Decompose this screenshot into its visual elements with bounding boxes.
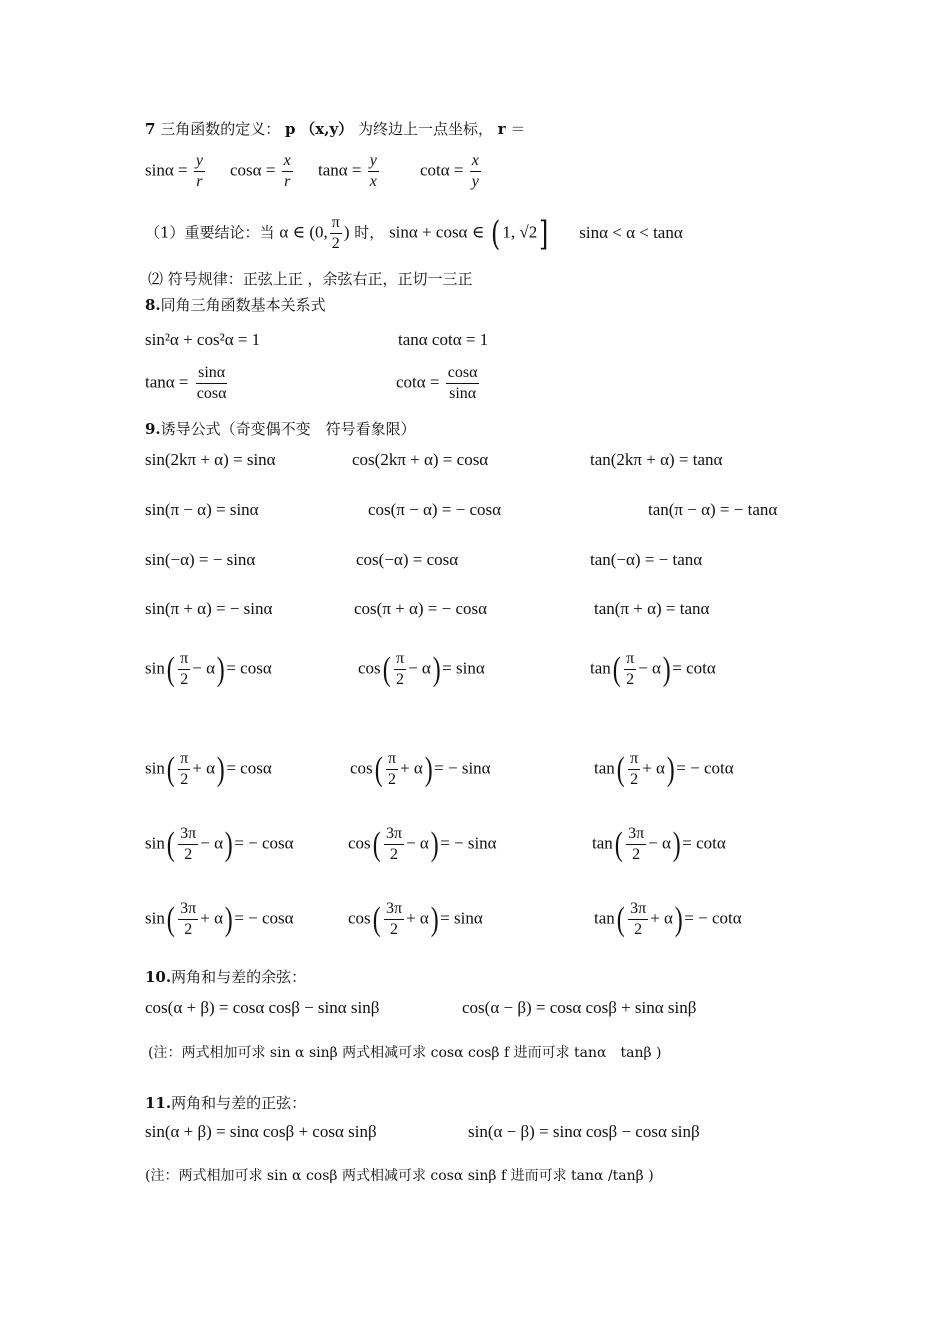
- induction-formula: cos( $\frac{\pi}{2}$ + α)= − sinα: [350, 750, 491, 788]
- fraction: $\frac{y}{r}$: [195, 152, 203, 190]
- definition-tan: tanα = $\frac{y}{x}$: [318, 152, 377, 190]
- conclusion-time: 时，: [354, 223, 385, 242]
- sign-rule: ⑵ 符号规律：正弦上正 ，余弦右正，正切一三正: [148, 270, 473, 288]
- section-11-heading: [145, 1092, 306, 1113]
- induction-formula: cos( $\frac{3\pi}{2}$ − α)= − sinα: [348, 825, 497, 863]
- section-number: 8.: [145, 296, 161, 314]
- induction-formula: sin( $\frac{3\pi}{2}$ + α)= − cosα: [145, 900, 294, 938]
- fraction: $\frac{x}{y}$: [471, 152, 479, 190]
- induction-formula: cos(2kπ + α) = cosα: [352, 450, 489, 469]
- cosine-note: (注：两式相加可求 sin α sinβ 两式相减可求 cosα cosβ f 进而可求 tanα tanβ ): [148, 1045, 662, 1061]
- heading-text: 诱导公式（奇变偶不变 符号看象限）: [160, 420, 416, 438]
- cosine-sum-formula: cos(α + β) = cosα cosβ − sinα sinβ: [145, 998, 380, 1017]
- heading-p: p: [285, 120, 296, 138]
- conclusion-condition: α ∈ (0,: [279, 222, 328, 242]
- section-9-heading: [145, 418, 416, 439]
- sine-difference-formula: sin(α − β) = sinα cosβ − cosα sinβ: [468, 1122, 700, 1141]
- induction-formula: cos(−α) = cosα: [356, 550, 459, 569]
- heading-text: 三角函数的定义：: [160, 120, 281, 138]
- induction-formula: tan(π + α) = tanα: [594, 599, 710, 618]
- definition-sin: sinα = $\frac{y}{r}$: [145, 152, 203, 190]
- heading-text: 两角和与差的正弦：: [171, 1094, 307, 1112]
- section-7-heading: [145, 118, 525, 139]
- induction-formula: tan(2kπ + α) = tanα: [590, 450, 723, 469]
- pi-over-two: $\frac{\pi}{2}$: [331, 214, 340, 252]
- induction-formula: sin( $\frac{\pi}{2}$ − α)= cosα: [145, 650, 272, 688]
- induction-formula: sin(π − α) = sinα: [145, 500, 259, 519]
- induction-formula: tan( $\frac{3\pi}{2}$ + α)= − cotα: [594, 900, 742, 938]
- section-10-heading: [145, 966, 306, 987]
- section-8-heading: [145, 294, 326, 315]
- reciprocal-identity: tanα cotα = 1: [398, 330, 489, 349]
- conclusion-range: 1, √2: [502, 222, 538, 242]
- induction-formula: sin(−α) = − sinα: [145, 550, 256, 569]
- heading-rest: 为终边上一点坐标，: [357, 120, 493, 138]
- heading-text: 两角和与差的余弦：: [171, 968, 307, 986]
- quotient-identity-cot: cotα = $\frac{\cos\alpha}{\sin\alpha}$: [396, 364, 478, 402]
- pythagorean-identity: sin²α + cos²α = 1: [145, 330, 261, 349]
- induction-formula: tan(π − α) = − tanα: [648, 500, 778, 519]
- heading-xy: （x,y）: [300, 120, 354, 138]
- sine-sum-formula: sin(α + β) = sinα cosβ + cosα sinβ: [145, 1122, 377, 1141]
- heading-eq: ＝: [510, 120, 526, 138]
- section-number: 7: [145, 120, 156, 138]
- cosine-difference-formula: cos(α − β) = cosα cosβ + sinα sinβ: [462, 998, 697, 1017]
- induction-formula: sin(2kπ + α) = sinα: [145, 450, 276, 469]
- fraction: $\frac{x}{r}$: [283, 152, 291, 190]
- definition-cot: cotα = $\frac{x}{y}$: [420, 152, 479, 190]
- important-conclusion: （1）重要结论：当 α ∈ (0, $\frac{\pi}{2}$ ) 时， sinα + cosα ∈ ( 1, √2] sinα < α < tanα: [145, 213, 683, 254]
- conclusion-sum: sinα + cosα ∈: [389, 222, 485, 242]
- induction-formula: sin( $\frac{3\pi}{2}$ − α)= − cosα: [145, 825, 294, 863]
- induction-formula: tan( $\frac{\pi}{2}$ + α)= − cotα: [594, 750, 734, 788]
- induction-formula: tan( $\frac{\pi}{2}$ − α)= cotα: [590, 650, 716, 688]
- section-number: 11.: [145, 1094, 172, 1112]
- induction-formula: tan(−α) = − tanα: [590, 550, 703, 569]
- heading-r: r: [497, 120, 506, 138]
- conclusion-prefix: （1）重要结论：当: [145, 223, 275, 242]
- induction-formula: tan( $\frac{3\pi}{2}$ − α)= cotα: [592, 825, 726, 863]
- sine-note: (注：两式相加可求 sin α cosβ 两式相减可求 cosα sinβ f 进而可求 tanα /tanβ ): [145, 1168, 654, 1184]
- fraction: $\frac{y}{x}$: [369, 152, 377, 190]
- quotient-identity-tan: tanα = $\frac{\sin\alpha}{\cos\alpha}$: [145, 364, 227, 402]
- heading-text: 同角三角函数基本关系式: [160, 296, 326, 314]
- induction-formula: sin(π + α) = − sinα: [145, 599, 273, 618]
- definition-cos: cosα = $\frac{x}{r}$: [230, 152, 291, 190]
- induction-formula: cos(π + α) = − cosα: [354, 599, 488, 618]
- induction-formula: sin( $\frac{\pi}{2}$ + α)= cosα: [145, 750, 272, 788]
- section-number: 9.: [145, 420, 161, 438]
- induction-formula: cos( $\frac{3\pi}{2}$ + α)= sinα: [348, 900, 483, 938]
- conclusion-inequality: sinα < α < tanα: [579, 222, 683, 242]
- induction-formula: cos( $\frac{\pi}{2}$ − α)= sinα: [358, 650, 485, 688]
- induction-formula: cos(π − α) = − cosα: [368, 500, 502, 519]
- section-number: 10.: [145, 968, 172, 986]
